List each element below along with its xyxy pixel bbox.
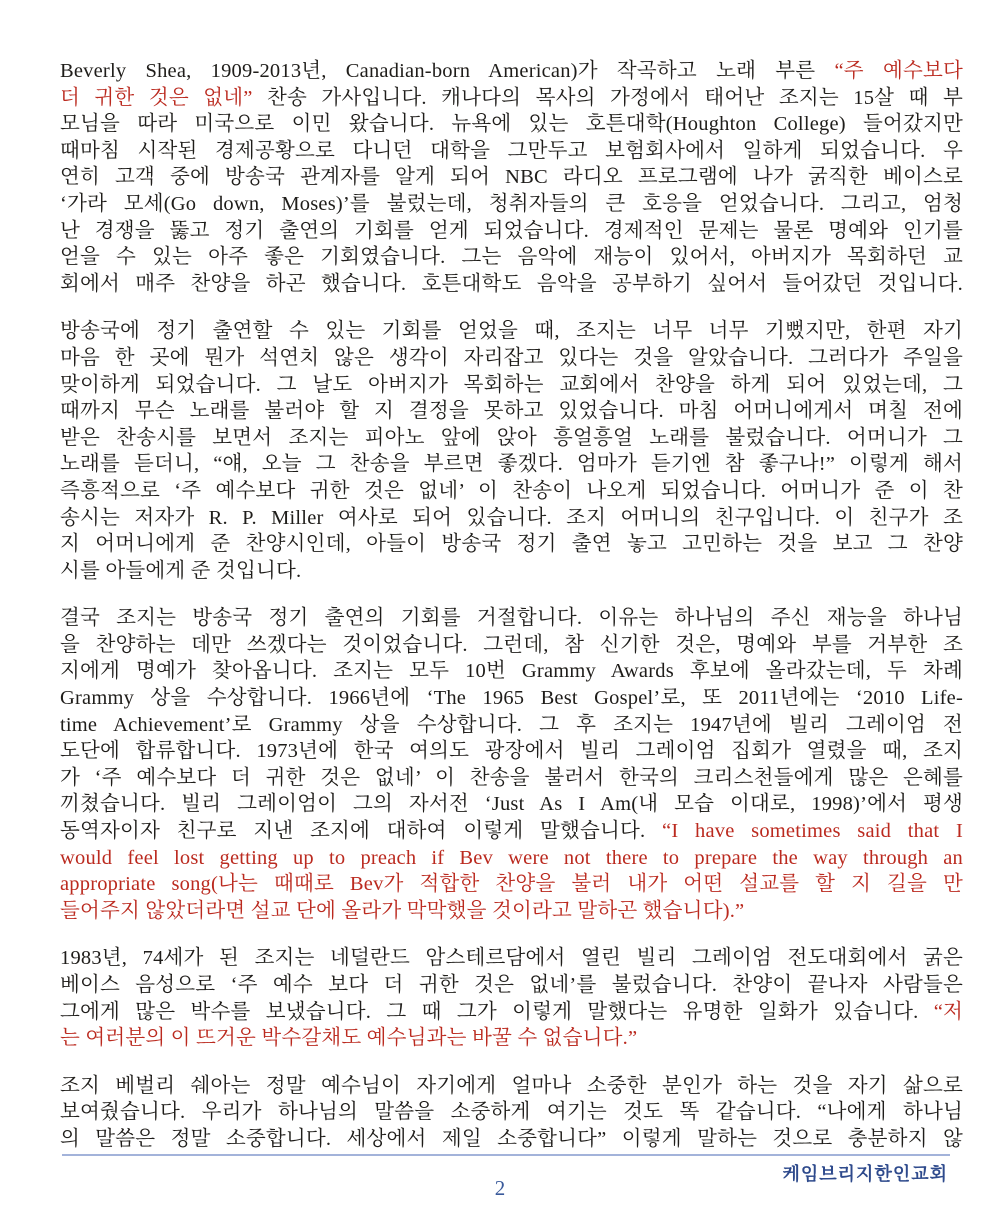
highlighted-text: “주 예수보다 bbox=[834, 60, 963, 82]
text-line bbox=[60, 111, 963, 138]
text-segment: 때까지 무슨 노래를 불러야 할 지 결정을 못하고 있었습니다. 마침 어머니에게서 며칠 전에 bbox=[60, 400, 963, 423]
paragraph bbox=[60, 1073, 963, 1153]
document-body bbox=[60, 58, 963, 1174]
text-line bbox=[60, 898, 963, 925]
text-line bbox=[60, 478, 963, 505]
paragraph bbox=[60, 318, 963, 584]
text-line bbox=[60, 972, 963, 999]
text-line bbox=[60, 318, 963, 345]
text-segment: 을 찬양하는 데만 쓰겠다는 것이었습니다. 그런데, 참 신기한 것은, 명예와 부를 거부한 조 bbox=[60, 633, 963, 656]
paragraph bbox=[60, 58, 963, 297]
text-segment: 때마침 시작된 경제공황으로 다니던 대학을 그만두고 보험회사에서 일하게 되었습니다. 우 bbox=[60, 139, 963, 162]
highlighted-text: would feel lost getting up to preach if Bev were not there to prepare the way through an bbox=[60, 846, 963, 869]
page-number: 2 bbox=[494, 1176, 506, 1200]
footer-church-name: 케임브리지한인교회 bbox=[782, 1164, 948, 1184]
text-segment: 조지 베벌리 쉐아는 정말 예수님이 자기에게 얼마나 소중한 분인가 하는 것을 자기 삶으로 bbox=[60, 1074, 963, 1097]
footer-divider-rule bbox=[62, 1154, 950, 1156]
text-line bbox=[60, 765, 963, 792]
text-segment: 송시는 저자가 R. P. Miller 여사로 되어 있습니다. 조지 어머니의 친구입니다. 이 친구가 조 bbox=[60, 506, 963, 529]
text-line bbox=[60, 372, 963, 399]
text-segment: 즉흥적으로 ‘주 예수보다 귀한 것은 없네’ 이 찬송이 나오게 되었습니다. 어머니가 준 이 찬 bbox=[60, 479, 963, 502]
text-segment: 끼쳤습니다. 빌리 그레이엄이 그의 자서전 ‘Just As I Am(내 모습 이대로, 1998)’에서 평생 bbox=[60, 793, 963, 816]
text-line bbox=[60, 398, 963, 425]
highlighted-text: 들어주지 않았더라면 설교 단에 올라가 막막했을 것이라고 말하곤 했습니다).” bbox=[60, 899, 745, 922]
text-line bbox=[60, 658, 963, 685]
text-segment: 보여줬습니다. 우리가 하나님의 말씀을 소중하게 여기는 것도 똑 같습니다. “나에게 하나님 bbox=[60, 1101, 963, 1124]
text-line bbox=[60, 271, 963, 298]
text-segment: Beverly Shea, 1909-2013년, Canadian-born American)가 작곡하고 노래 부른 bbox=[60, 60, 835, 82]
text-line bbox=[60, 1126, 963, 1153]
highlighted-text: “저 bbox=[933, 1000, 963, 1023]
text-line bbox=[60, 531, 963, 558]
highlighted-text: 는 여러분의 이 뜨거운 박수갈채도 예수님과는 바꿀 수 없습니다.” bbox=[60, 1027, 638, 1050]
text-segment: 그에게 많은 박수를 보냈습니다. 그 때 그가 이렇게 말했다는 유명한 일화가 있습니다. bbox=[60, 1000, 934, 1023]
text-line bbox=[60, 191, 963, 218]
text-segment: ‘가라 모세(Go down, Moses)’를 불렀는데, 청취자들의 큰 호응을 얻었습니다. 그리고, 엄청 bbox=[60, 192, 963, 215]
text-segment: 받은 찬송시를 보면서 조지는 피아노 앞에 앉아 흥얼흥얼 노래를 불렀습니다. 어머니가 그 bbox=[60, 426, 963, 449]
text-line bbox=[60, 164, 963, 191]
text-line bbox=[60, 558, 963, 585]
text-segment: 시를 아들에게 준 것입니다. bbox=[60, 559, 302, 582]
text-segment: 베이스 음성으로 ‘주 예수 보다 더 귀한 것은 없네’를 불렀습니다. 찬양이 끝나자 사람들은 bbox=[60, 974, 963, 996]
text-segment: 결국 조지는 방송국 정기 출연의 기회를 거절합니다. 이유는 하나님의 주신 재능을 하나님 bbox=[60, 607, 963, 630]
text-segment: 동역자이자 친구로 지낸 조지에 대하여 이렇게 말했습니다. bbox=[60, 820, 663, 843]
text-line bbox=[60, 138, 963, 165]
text-segment: 도단에 합류합니다. 1973년에 한국 여의도 광장에서 빌리 그레이엄 집회가 열렸을 때, 조지 bbox=[60, 740, 963, 763]
text-line bbox=[60, 632, 963, 659]
text-segment: 난 경쟁을 뚫고 정기 출연의 기회를 얻게 되었습니다. 경제적인 문제는 물론 명예와 인기를 bbox=[60, 219, 963, 242]
text-line bbox=[60, 505, 963, 532]
text-segment: 마음 한 곳에 뭔가 석연치 않은 생각이 자리잡고 있다는 것을 알았습니다. 그러다가 주일을 bbox=[60, 346, 963, 369]
text-line bbox=[60, 999, 963, 1026]
text-segment: 연히 고객 중에 방송국 관계자를 알게 되어 NBC 라디오 프로그램에 나가 굵직한 베이스로 bbox=[60, 166, 963, 189]
paragraph bbox=[60, 945, 963, 1051]
text-line bbox=[60, 818, 963, 845]
highlighted-text: appropriate song(나는 때때로 Bev가 적합한 찬양을 불러 내가 어떤 설교를 할 지 길을 만 bbox=[60, 873, 963, 896]
text-line bbox=[60, 85, 963, 112]
text-segment: 맞이하게 되었습니다. 그 날도 아버지가 목회하는 교회에서 찬양을 하게 되어 있었는데, 그 bbox=[60, 373, 963, 396]
text-segment: 1983년, 74세가 된 조지는 네덜란드 암스테르담에서 열린 빌리 그레이엄 전도대회에서 굵은 bbox=[60, 947, 963, 970]
text-line bbox=[60, 685, 963, 712]
text-line bbox=[60, 945, 963, 972]
highlighted-text: 더 귀한 것은 없네” bbox=[60, 86, 253, 109]
text-line bbox=[60, 791, 963, 818]
text-segment: 의 말씀은 정말 소중합니다. 세상에서 제일 소중합니다” 이렇게 말하는 것으로 충분하지 않 bbox=[60, 1127, 963, 1150]
text-segment: 지에게 명예가 찾아옵니다. 조지는 모두 10번 Grammy Awards 후보에 올라갔는데, 두 차례 bbox=[60, 660, 963, 683]
text-segment: 찬송 가사입니다. 캐나다의 목사의 가정에서 태어난 조지는 15살 때 부 bbox=[252, 86, 963, 109]
text-line bbox=[60, 712, 963, 739]
text-line bbox=[60, 845, 963, 872]
text-line bbox=[60, 1099, 963, 1126]
text-line bbox=[60, 738, 963, 765]
text-line bbox=[60, 1073, 963, 1100]
text-line bbox=[60, 58, 963, 85]
text-line bbox=[60, 425, 963, 452]
text-segment: 얻을 수 있는 아주 좋은 기회였습니다. 그는 음악에 재능이 있어서, 아버지가 목회하던 교 bbox=[60, 246, 963, 269]
text-line bbox=[60, 451, 963, 478]
text-line bbox=[60, 218, 963, 245]
text-segment: Grammy 상을 수상합니다. 1966년에 ‘The 1965 Best Gospel’로, 또 2011년에는 ‘2010 Life- bbox=[60, 687, 963, 710]
text-line bbox=[60, 244, 963, 271]
paragraph bbox=[60, 605, 963, 924]
text-segment: 모님을 따라 미국으로 이민 왔습니다. 뉴욕에 있는 호튼대학(Houghton College) 들어갔지만 bbox=[60, 113, 963, 136]
text-segment: 회에서 매주 찬양을 하곤 했습니다. 호튼대학도 음악을 공부하기 싶어서 들어갔던 것입니다. bbox=[60, 272, 963, 295]
text-line bbox=[60, 871, 963, 898]
text-line bbox=[60, 345, 963, 372]
text-segment: 지 어머니에게 준 찬양시인데, 아들이 방송국 정기 출연 놓고 고민하는 것을 보고 그 찬양 bbox=[60, 533, 963, 556]
text-segment: 방송국에 정기 출연할 수 있는 기회를 얻었을 때, 조지는 너무 너무 기뻤지만, 한편 자기 bbox=[60, 320, 963, 343]
text-segment: 노래를 듣더니, “얘, 오늘 그 찬송을 부르면 좋겠다. 엄마가 듣기엔 참 좋구나!” 이렇게 해서 bbox=[60, 453, 963, 476]
text-line bbox=[60, 605, 963, 632]
text-line bbox=[60, 1025, 963, 1052]
highlighted-text: “I have sometimes said that I bbox=[662, 820, 964, 843]
text-segment: time Achievement’로 Grammy 상을 수상합니다. 그 후 조지는 1947년에 빌리 그레이엄 전 bbox=[60, 713, 963, 736]
text-segment: 가 ‘주 예수보다 더 귀한 것은 없네’ 이 찬송을 불러서 한국의 크리스천들에게 많은 은혜를 bbox=[60, 766, 963, 789]
